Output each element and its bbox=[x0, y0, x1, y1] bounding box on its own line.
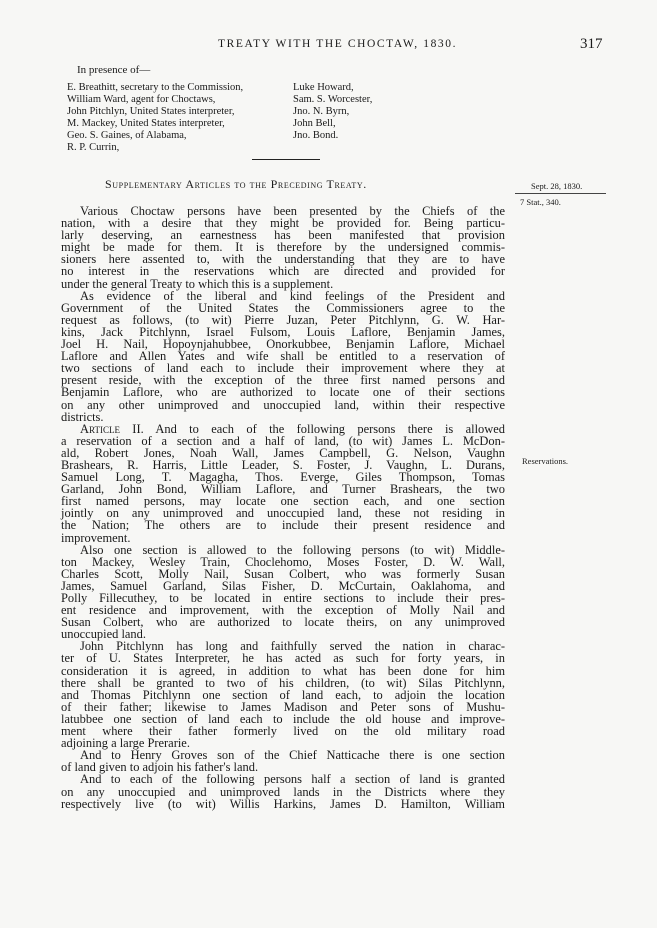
witness-list-right bbox=[293, 82, 372, 142]
running-head bbox=[0, 36, 657, 56]
body-line: Charles Scott, Molly Nail, Susan Colbert, who was formerly Susan bbox=[61, 566, 505, 581]
section-heading: Supplementary Articles to the Preceding Treaty. bbox=[105, 177, 367, 191]
body-line: As evidence of the liberal and kind feelings of the President and bbox=[80, 288, 505, 303]
witness-name: John Bell, bbox=[293, 118, 336, 129]
body-line: jointly on any unimproved and unoccupied land, these not residing in bbox=[61, 506, 505, 521]
body-line: Garland, John Bond, William Laflore, and Turner Brashears, the two bbox=[61, 482, 505, 497]
body-line: might be made for them. It is therefore by the undersigned commis- bbox=[61, 240, 505, 255]
body-line: kins, Jack Pitchlynn, Israel Fulsom, Louis Laflore, Benjamin James, bbox=[61, 324, 505, 339]
body-line: request as follows, (to wit) Pierre Juzan, Peter Pitchlynn, G. W. Har- bbox=[61, 312, 505, 327]
body-line: unoccupied land. bbox=[61, 627, 146, 642]
separator-rule bbox=[252, 159, 320, 160]
witness-name: R. P. Currin, bbox=[67, 142, 120, 153]
body-line: consideration it is agreed, in addition to what has been done for him bbox=[61, 663, 505, 678]
body-line: respectively live (to wit) Willis Harkins, James D. Hamilton, William bbox=[61, 796, 505, 811]
body-line: a reservation of a section and a half of land, (to wit) James L. McDon- bbox=[61, 433, 505, 448]
body-line: ter of U. States Interpreter, he has acted as such for forty years, in bbox=[61, 651, 505, 666]
witness-name: Luke Howard, bbox=[293, 82, 354, 93]
body-line: ald, Robert Jones, Noah Wall, James Campbell, G. Nelson, Vaughn bbox=[61, 445, 505, 460]
body-line: larly deserving, an earnestness has been manifested that provision bbox=[61, 228, 505, 243]
body-line: ment where their father formerly lived on the old military road bbox=[61, 724, 505, 739]
page-number: 317 bbox=[580, 36, 603, 52]
running-title: TREATY WITH THE CHOCTAW, 1830. bbox=[218, 38, 458, 50]
witness-name: Sam. S. Worcester, bbox=[293, 94, 373, 105]
witness-name: Jno. N. Byrn, bbox=[293, 106, 350, 117]
witness-name: William Ward, agent for Choctaws, bbox=[67, 94, 216, 105]
body-line: ent residence and improvement, with the exception of Molly Nail and bbox=[61, 603, 505, 618]
margin-note-reservations: Reservations. bbox=[522, 456, 569, 466]
witness-name: Geo. S. Gaines, of Alabama, bbox=[67, 130, 187, 141]
body-line: Samuel Long, T. Magagha, Thos. Everge, Giles Thompson, Tomas bbox=[61, 470, 505, 485]
body-line: Various Choctaw persons have been presented by the Chiefs of the bbox=[80, 204, 505, 218]
body-line: there shall be granted to two of his children, (to wit) Silas Pitchlynn, bbox=[61, 675, 505, 690]
body-line: of land given to adjoin his father's land. bbox=[61, 760, 259, 775]
witness-name: M. Mackey, United States interpreter, bbox=[67, 118, 225, 129]
body-line: first named persons, may locate one section each, and one section bbox=[61, 494, 505, 509]
body-line: And to each of the following persons half a section of land is granted bbox=[80, 772, 505, 787]
body-line: ton Mackey, Wesley Train, Choclehomo, Moses Foster, D. W. Wall, bbox=[61, 554, 505, 569]
body-line: on any unoccupied and unimproved lands in the Districts where they bbox=[61, 784, 505, 799]
body-line: on any other unimproved and unoccupied land, within their respective bbox=[61, 397, 505, 412]
body-line: of their father; likewise to James Madison and Peter sons of Mushu- bbox=[61, 699, 505, 714]
treaty-body-text bbox=[61, 205, 505, 810]
body-line: Polly Fillecuthey, to be located in entire sections to include their pres- bbox=[61, 591, 505, 605]
body-line: under the general Treaty to which this is a supplement. bbox=[61, 276, 334, 291]
body-line: districts. bbox=[61, 409, 104, 424]
witness-name: Jno. Bond. bbox=[293, 130, 339, 141]
body-line: Susan Colbert, who are authorized to locate theirs, on any unimproved bbox=[61, 615, 505, 630]
article-label: Article II. bbox=[80, 421, 144, 436]
body-line: Also one section is allowed to the following persons (to wit) Middle- bbox=[80, 542, 505, 557]
body-line: Article II. And to each of the following persons there is allowed bbox=[80, 421, 505, 436]
body-line: latubbee one section of land each to include the old house and improve- bbox=[61, 711, 505, 726]
witness-name: John Pitchlyn, United States interpreter, bbox=[67, 106, 235, 117]
body-line: no interest in the reservations which are directed and provided for bbox=[61, 264, 505, 279]
body-line: Government of the United States the Commissioners agree to the bbox=[61, 300, 505, 315]
body-line: And to Henry Groves son of the Chief Natticache there is one section bbox=[80, 748, 505, 763]
body-line: two sections of land each to include their improvement where they at bbox=[61, 361, 505, 376]
body-line: adjoining a large Prerarie. bbox=[61, 736, 190, 751]
body-line: sioners here assented to, with the understanding that they are to have bbox=[61, 252, 505, 267]
body-line: James, Samuel Garland, Silas Fisher, D. McCurtain, Oaklahoma, and bbox=[61, 578, 505, 593]
margin-rule bbox=[515, 193, 606, 194]
body-line: nation, with a desire that they might be provided for. Being particu- bbox=[61, 216, 505, 231]
presence-label: In presence of— bbox=[77, 64, 151, 76]
body-line: Benjamin Laflore, who are authorized to locate one of their sections bbox=[61, 385, 505, 400]
margin-note-date: Sept. 28, 1830. bbox=[531, 181, 583, 191]
body-line: Laflore and Allen Yates and wife shall be entitled to a reservation of bbox=[61, 349, 505, 364]
witness-list-left bbox=[67, 82, 243, 154]
body-line: improvement. bbox=[61, 530, 131, 545]
margin-note-statute: 7 Stat., 340. bbox=[520, 197, 561, 207]
body-line: Brashears, R. Harris, Little Leader, S. Foster, J. Vaughn, L. Durans, bbox=[61, 457, 505, 472]
witness-name: E. Breathitt, secretary to the Commission, bbox=[67, 82, 244, 93]
body-line: the Nation; The others are to include their present residence and bbox=[61, 518, 505, 533]
body-line: and Thomas Pitchlynn one section of land each, to adjoin the location bbox=[61, 687, 505, 702]
body-line: present reside, with the exception of the three first named persons and bbox=[61, 373, 505, 388]
body-line: Joel H. Nail, Hopoynjahubbee, Onorkubbee, Benjamin Laflore, Michael bbox=[61, 337, 505, 352]
body-line: John Pitchlynn has long and faithfully served the nation in charac- bbox=[80, 639, 505, 654]
